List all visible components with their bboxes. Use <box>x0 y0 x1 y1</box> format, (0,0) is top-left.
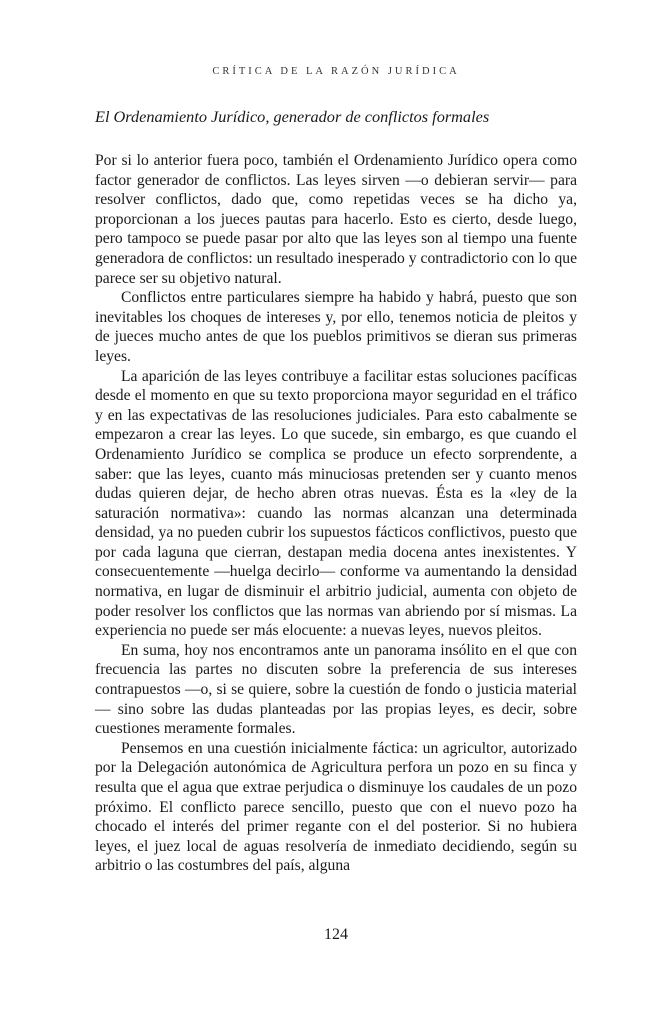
paragraph-4: En suma, hoy nos encontramos ante un panorama insólito en el que con frecuencia las partes no discuten sobre la preferencia de sus intereses contrapuestos —o, si se quiere, sobre la cuestión de fondo o justicia material— sino sobre las dudas planteadas por las propias leyes, es decir, sobre cuestiones meramente formales. <box>95 641 577 738</box>
section-title: El Ordenamiento Jurídico, generador de conflictos formales <box>95 107 490 126</box>
body-text <box>95 151 577 876</box>
book-page <box>95 0 577 1030</box>
paragraph-2: Conflictos entre particulares siempre ha habido y habrá, puesto que son inevitables los choques de intereses y, por ello, tenemos noticia de pleitos y de jueces mucho antes de que los pueblos primitivos se dieran sus primeras leyes. <box>95 289 577 365</box>
paragraph-3: La aparición de las leyes contribuye a facilitar estas soluciones pacíficas desde el momento en que su texto proporciona mayor seguridad en el tráfico y en las expectativas de las resoluciones judiciales. Para esto cabalmente se empezaron a crear las leyes. Lo que sucede, sin embargo, es que cuando el Ordenamiento Jurídico se complica se produce un efecto sorprendente, a saber: que las leyes, cuanto más minuciosas pretenden ser y cuanto menos dudas quieren dejar, de hecho abren otras nuevas. Ésta es la «ley de la saturación normativa»: cuando las normas alcanzan una determinada densidad, ya no pueden cubrir los supuestos fácticos conflictivos, puesto que por cada laguna que cierran, destapan media docena antes inexistentes. Y consecuentemente —huelga decirlo— conforme va aumentando la densidad normativa, en lugar de disminuir el arbitrio judicial, aumenta con objeto de poder resolver los conflictos que las normas van abriendo por sí mismas. La experiencia no puede ser más elocuente: a nuevas leyes, nuevos pleitos. <box>95 367 577 640</box>
paragraph-5: Pensemos en una cuestión inicialmente fáctica: un agricultor, autorizado por la Delegación autonómica de Agricultura perfora un pozo en su finca y resulta que el agua que extrae perjudica o disminuye los caudales de un pozo próximo. El conflicto parece sencillo, puesto que con el nuevo pozo ha chocado el interés del primer regante con el del posterior. Si no hubiera leyes, el juez local de aguas resolvería de inmediato decidiendo, según su arbitrio o las costumbres del país, alguna <box>95 739 577 875</box>
running-header: CRÍTICA DE LA RAZÓN JURÍDICA <box>212 66 460 77</box>
paragraph-1: Por si lo anterior fuera poco, también el Ordenamiento Jurídico opera como factor generador de conflictos. Las leyes sirven —o debieran servir— para resolver conflictos, dado que, como repetidas veces se ha dicho ya, proporcionan a los jueces pautas para hacerlo. Esto es cierto, desde luego, pero tampoco se puede pasar por alto que las leyes son al tiempo una fuente generadora de conflictos: un resultado inesperado y contradictorio con lo que parece ser su objetivo natural. <box>95 152 577 287</box>
page-number: 124 <box>324 926 348 943</box>
